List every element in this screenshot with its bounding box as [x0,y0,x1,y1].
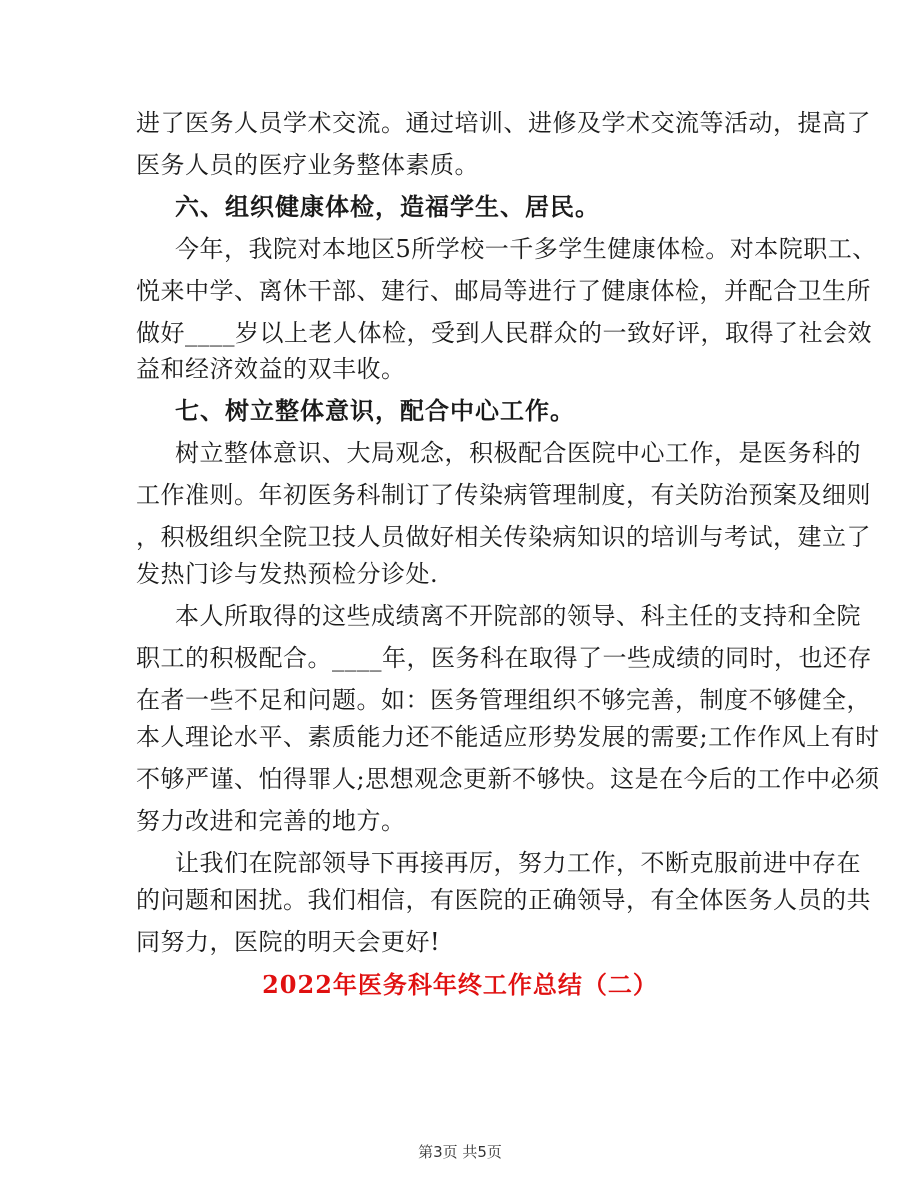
paragraph-line: 树立整体意识、大局观念，积极配合医院中心工作，是医务科的 [175,439,861,467]
paragraph-line: 今年，我院对本地区5所学校一千多学生健康体检。对本院职工、 [175,235,877,263]
paragraph-line: 职工的积极配合。____年，医务科在取得了一些成绩的同时，也还存 [136,644,872,672]
paragraph-line: 益和经济效益的双丰收。 [136,355,406,383]
paragraph-line: 发热门诊与发热预检分诊处. [136,560,439,588]
paragraph-line: 悦来中学、离休干部、建行、邮局等进行了健康体检，并配合卫生所 [136,277,871,305]
paragraph-line: 工作准则。年初医务科制订了传染病管理制度，有关防治预案及细则 [136,481,871,509]
paragraph-line: 的问题和困扰。我们相信，有医院的正确领导，有全体医务人员的共 [136,886,871,914]
paragraph-line: 同努力，医院的明天会更好! [136,928,441,956]
paragraph-line: 本人所取得的这些成绩离不开院部的领导、科主任的支持和全院 [175,602,861,630]
paragraph-line: 不够严谨、怕得罪人;思想观念更新不够快。这是在今后的工作中必须 [136,765,880,793]
paragraph-line: 在者一些不足和问题。如：医务管理组织不够完善，制度不够健全， [136,686,871,714]
paragraph-line: 本人理论水平、素质能力还不能适应形势发展的需要;工作作风上有时 [136,723,880,751]
paragraph-line: 做好____岁以上老人体检，受到人民群众的一致好评，取得了社会效 [136,319,872,347]
page-number-footer: 第3页 共5页 [418,1143,502,1161]
paragraph-line: 让我们在院部领导下再接再厉，努力工作，不断克服前进中存在 [175,849,861,877]
paragraph-line: 进了医务人员学术交流。通过培训、进修及学术交流等活动，提高了 [136,109,871,137]
section-heading-7: 七、树立整体意识，配合中心工作。 [175,396,575,425]
document-title: 2022年医务科年终工作总结（二） [262,970,658,999]
paragraph-line: 医务人员的医疗业务整体素质。 [136,151,479,179]
section-heading-6: 六、组织健康体检，造福学生、居民。 [175,192,600,221]
paragraph-line: 努力改进和完善的地方。 [136,807,406,835]
paragraph-line: ，积极组织全院卫技人员做好相关传染病知识的培训与考试，建立了 [136,523,871,551]
